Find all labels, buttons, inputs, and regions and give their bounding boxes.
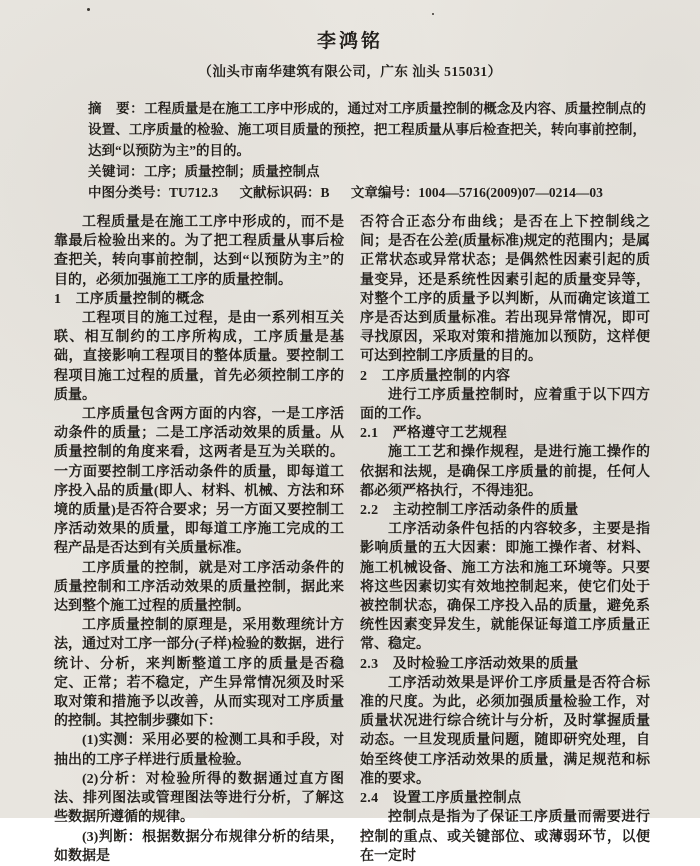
body-paragraph: 工序质量包含两方面的内容，一是工序活动条件的质量；二是工序活动效果的质量。从质量控制的角度来看，这两者是互为关联的。一方面要控制工序活动条件的质量，即每道工序投入品的质量(即人、材料、机械、方法和环境的质量)是否符合要求；另一方面又要控制工序活动效果的质量，即每道工序施工完成的工程产品是否达到有关质量标准。 (54, 407, 344, 557)
article-id-label: 文章编号： (350, 185, 419, 200)
section-heading: 2 工序质量控制的内容 (360, 368, 511, 384)
clc-label: 中图分类号： (88, 185, 169, 200)
body-paragraph: 否符合正态分布曲线；是否在上下控制线之间；是否在公差(质量标准)规定的范围内；是属正常状态或异常状态；是偶然性因素引起的质量变异，还是系统性因素引起的质量变异等，对整个工序的质量予以判断，从而确定该道工序是否达到质量标准。若出现异常情况，即可寻找原因，采取对策和措施加以预防，这样便可达到控制工序质量的目的。 (360, 215, 650, 365)
body-paragraph: 进行工序质量控制时，应着重于以下四方面的工作。 (360, 387, 650, 423)
body-paragraph: 工序活动效果是评价工序质量是否符合标准的尺度。为此，必须加强质量检验工作，对质量状况进行综合统计与分析，及时掌握质量动态。一旦发现质量问题，随即研究处理，自始至终使工序活动效果的质量，满足规范和标准的要求。 (360, 675, 650, 787)
document-code (240, 185, 330, 200)
left-column (54, 213, 344, 866)
article-id-value: 1004—5716(2009)07—0214—03 (418, 185, 603, 200)
article-id (351, 185, 603, 200)
section-heading: 2.4 设置工序质量控制点 (360, 791, 522, 807)
body-paragraph: 工序质量的控制，就是对工序活动条件的质量控制和工序活动效果的质量控制，据此来达到整个施工过程的质量控制。 (54, 560, 344, 615)
section-heading: 2.1 严格遵守工艺规程 (360, 426, 508, 442)
body-paragraph: 施工工艺和操作规程，是进行施工操作的依据和法规，是确保工序质量的前提，任何人都必须严格执行，不得违犯。 (360, 445, 650, 499)
abstract (88, 98, 646, 161)
author-affiliation: （汕头市南华建筑有限公司，广东 汕头 515031） (198, 64, 502, 79)
two-column-body (54, 213, 650, 866)
document-code-label: 文献标识码： (239, 185, 321, 200)
scan-speck (432, 13, 434, 15)
body-paragraph: (3)判断：根据数据分布规律分析的结果，如数据是 (54, 829, 344, 864)
section-heading: 1 工序质量控制的概念 (54, 291, 205, 307)
clc-number (88, 185, 218, 200)
keywords-label: 关键词： (88, 164, 144, 179)
abstract-label: 摘 要： (88, 101, 145, 116)
right-column (360, 213, 650, 866)
front-matter (88, 98, 646, 203)
body-paragraph: 工序质量控制的原理是，采用数理统计方法，通过对工序一部分(子样)检验的数据，进行统计、分析，来判断整道工序的质量是否稳定、正常；若不稳定，产生异常情况须及时采取对策和措施予以改善，从而实现对工序质量的控制。其控制步骤如下： (54, 618, 344, 730)
author-name: 李鸿铭 (316, 31, 383, 52)
section-heading: 2.3 及时检验工序活动效果的质量 (360, 656, 579, 672)
keywords (88, 161, 646, 182)
body-paragraph: (1)实测：采用必要的检测工具和手段，对抽出的工序子样进行质量检验。 (54, 733, 344, 768)
body-paragraph: 控制点是指为了保证工序质量而需要进行控制的重点、或关键部位、或薄弱环节，以便在一定时 (360, 810, 650, 864)
abstract-text: 工程质量是在施工工序中形成的，通过对工序质量控制的概念及内容、质量控制点的设置、工序质量的检验、施工项目质量的预控，把工程质量从事后检查把关，转向事前控制，达到“以预防为主”的目的。 (88, 101, 646, 158)
body-paragraph: 工程项目的施工过程，是由一系列相互关联、相互制约的工序所构成，工序质量是基础，直接影响工程项目的整体质量。要控制工程项目施工过程的质量，首先必须控制工序的质量。 (54, 311, 344, 403)
classification-line (88, 182, 646, 203)
body-paragraph: 工程质量是在施工工序中形成的，而不是靠最后检验出来的。为了把工程质量从事后检查把关，转向事前控制，达到“以预防为主”的目的，必须加强施工工序的质量控制。 (54, 215, 344, 288)
section-heading: 2.2 主动控制工序活动条件的质量 (360, 503, 579, 519)
scan-speck (87, 8, 90, 11)
clc-value: TU712.3 (169, 185, 219, 200)
keywords-text: 工序；质量控制；质量控制点 (144, 164, 320, 179)
body-paragraph: 工序活动条件包括的内容较多，主要是指影响质量的五大因素：即施工操作者、材料、施工机械设备、施工方法和施工环境等。只要将这些因素切实有效地控制起来，使它们处于被控制状态，确保工序投入品的质量，避免系统性因素变异发生，就能保证每道工序质量正常、稳定。 (360, 522, 650, 653)
body-paragraph: (2)分析：对检验所得的数据通过直方图法、排列图法或管理图法等进行分析，了解这些数据所遵循的规律。 (54, 771, 344, 826)
document-code-value: B (320, 185, 330, 200)
